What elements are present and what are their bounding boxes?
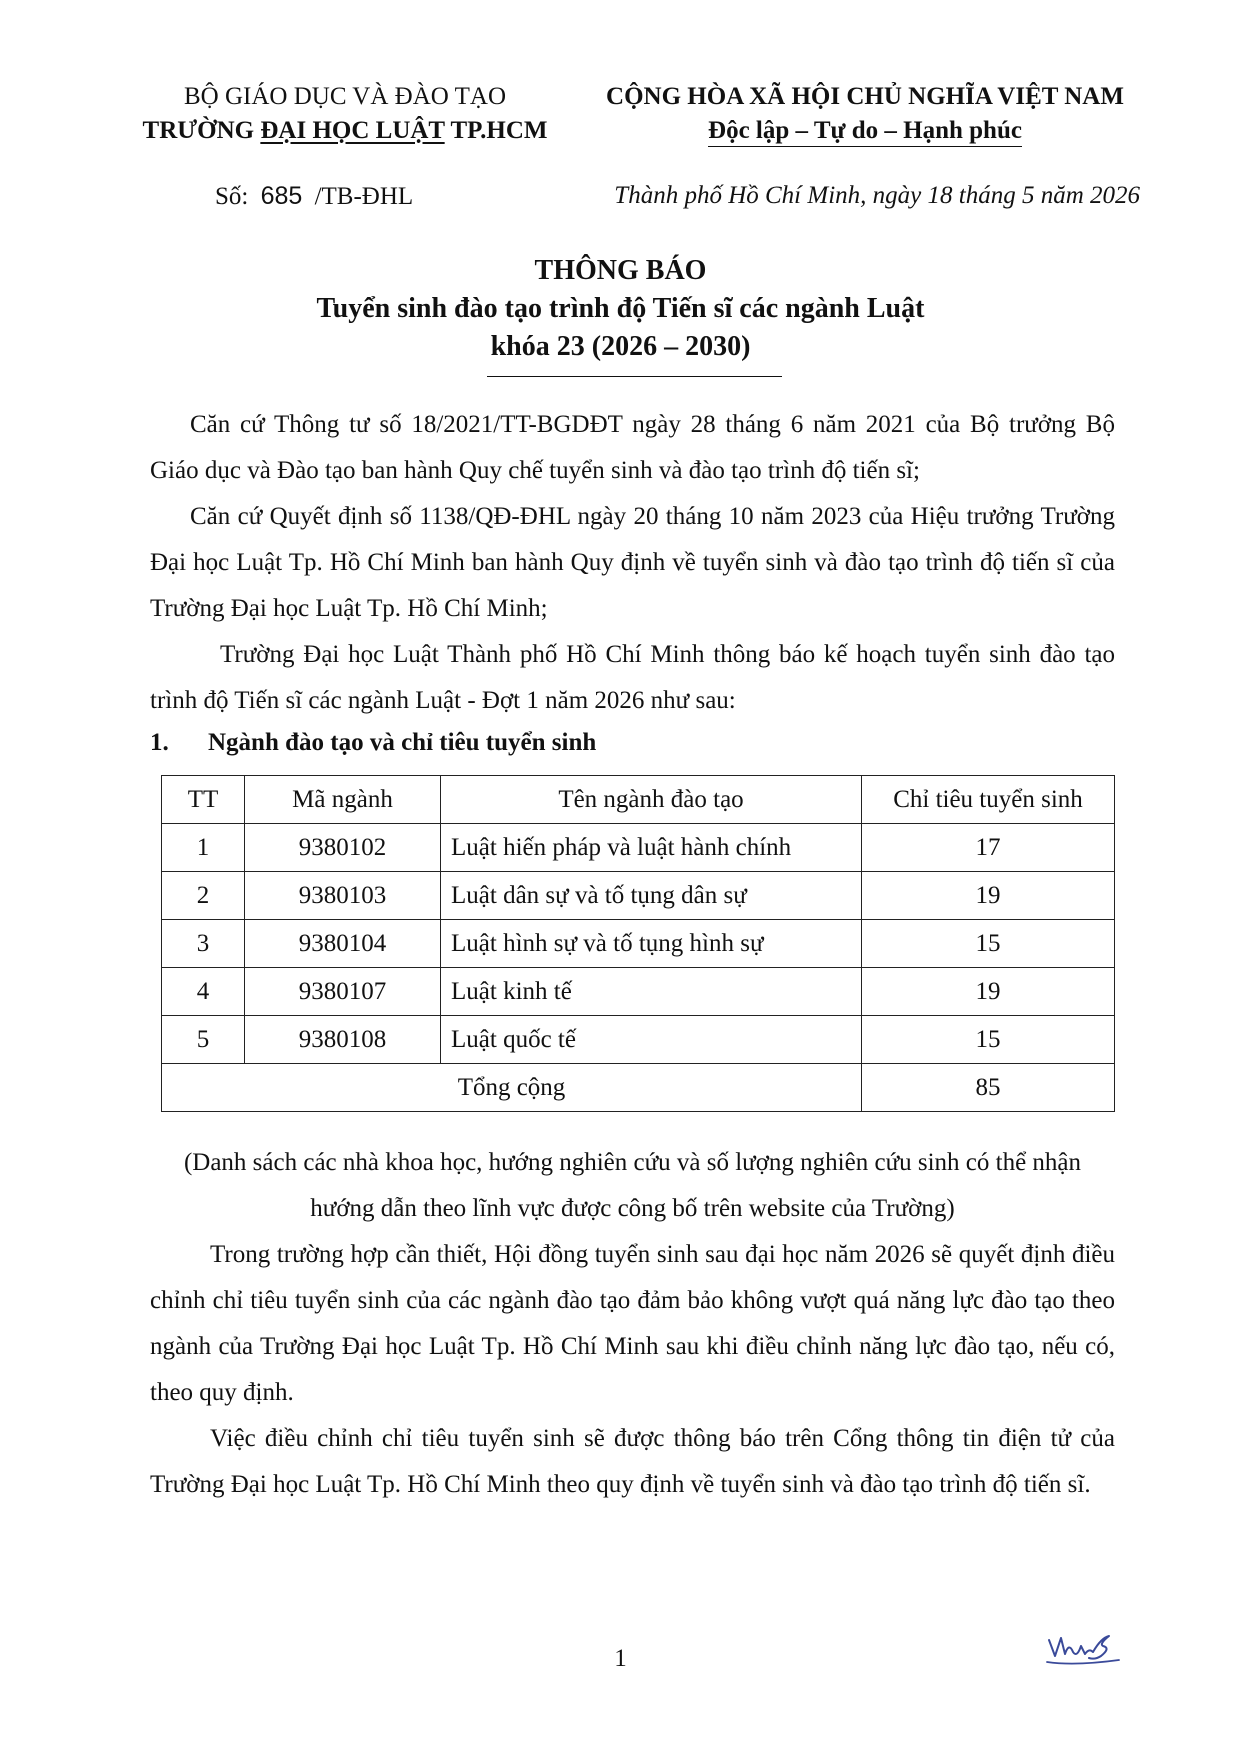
intro-paragraphs — [150, 402, 1115, 724]
school-underlined: ĐẠI HỌC LUẬT — [260, 117, 445, 144]
national-header — [585, 80, 1145, 148]
cell-major: Luật quốc tế — [441, 1016, 862, 1064]
title-line-2: Tuyển sinh đào tạo trình độ Tiến sĩ các ngành Luật — [316, 293, 925, 324]
table-row — [162, 968, 1115, 1016]
col-header-code: Mã ngành — [245, 776, 441, 824]
cell-code: 9380104 — [245, 920, 441, 968]
adjustment-paragraph: Trong trường hợp cần thiết, Hội đồng tuyển sinh sau đại học năm 2026 sẽ quyết định điều chỉnh chỉ tiêu tuyển sinh của các ngành đào tạo đảm bảo không vượt quá năng lực đào tạo theo ngành của Trường Đại học Luật Tp. Hồ Chí Minh sau khi điều chỉnh năng lực đào tạo, nếu có, theo quy định. — [150, 1241, 1115, 1406]
table-row — [162, 920, 1115, 968]
republic-name: CỘNG HÒA XÃ HỘI CHỦ NGHĨA VIỆT NAM — [606, 83, 1124, 110]
cell-tt: 4 — [162, 968, 245, 1016]
title-line-3: khóa 23 (2026 – 2030) — [490, 331, 751, 362]
cell-tt: 3 — [162, 920, 245, 968]
cell-quota: 15 — [862, 920, 1115, 968]
col-header-quota: Chỉ tiêu tuyển sinh — [862, 776, 1115, 824]
cell-quota: 19 — [862, 872, 1115, 920]
cell-quota: 19 — [862, 968, 1115, 1016]
cell-major: Luật hiến pháp và luật hành chính — [441, 824, 862, 872]
page-number: 1 — [614, 1645, 627, 1672]
school-name — [130, 114, 560, 148]
school-suffix: TP.HCM — [450, 117, 548, 144]
cell-major: Luật hình sự và tố tụng hình sự — [441, 920, 862, 968]
document-number-value: 685 — [260, 182, 303, 210]
legal-basis-2: Căn cứ Quyết định số 1138/QĐ-ĐHL ngày 20 tháng 10 năm 2023 của Hiệu trưởng Trường Đại học Luật Tp. Hồ Chí Minh ban hành Quy định về tuyển sinh và đào tạo trình độ tiến sĩ của Trường Đại học Luật Tp. Hồ Chí Minh; — [150, 503, 1115, 622]
cell-code: 9380102 — [245, 824, 441, 872]
cell-code: 9380107 — [245, 968, 441, 1016]
total-value: 85 — [862, 1064, 1115, 1112]
title-divider — [487, 376, 782, 377]
col-header-major: Tên ngành đào tạo — [441, 776, 862, 824]
title-line-1: THÔNG BÁO — [534, 255, 707, 286]
note-line-2: hướng dẫn theo lĩnh vực được công bố trên website của Trường) — [310, 1195, 955, 1222]
table-header-row — [162, 776, 1115, 824]
cell-quota: 15 — [862, 1016, 1115, 1064]
table-note — [150, 1140, 1115, 1232]
cell-major: Luật kinh tế — [441, 968, 862, 1016]
note-line-1: (Danh sách các nhà khoa học, hướng nghiên cứu và số lượng nghiên cứu sinh có thể nhận — [183, 1149, 1082, 1176]
announcement-paragraph: Việc điều chỉnh chỉ tiêu tuyển sinh sẽ được thông báo trên Cổng thông tin điện tử của Trường Đại học Luật Tp. Hồ Chí Minh theo quy định về tuyển sinh và đào tạo trình độ tiến sĩ. — [150, 1425, 1115, 1498]
document-number-suffix: /TB-ĐHL — [314, 183, 414, 210]
quota-table — [161, 775, 1115, 1112]
legal-basis-1: Căn cứ Thông tư số 18/2021/TT-BGDĐT ngày 28 tháng 6 năm 2021 của Bộ trưởng Bộ Giáo dục và Đào tạo ban hành Quy chế tuyển sinh và đào tạo trình độ tiến sĩ; — [150, 411, 1115, 484]
cell-tt: 1 — [162, 824, 245, 872]
issue-date: Thành phố Hồ Chí Minh, ngày 18 tháng 5 năm 2026 — [614, 182, 1140, 209]
table-row — [162, 872, 1115, 920]
table-total-row — [162, 1064, 1115, 1112]
col-header-tt: TT — [162, 776, 245, 824]
cell-major: Luật dân sự và tố tụng dân sự — [441, 872, 862, 920]
document-number — [215, 182, 413, 211]
cell-tt: 2 — [162, 872, 245, 920]
cell-code: 9380103 — [245, 872, 441, 920]
document-number-label: Số: — [215, 183, 249, 210]
ministry-name: BỘ GIÁO DỤC VÀ ĐÀO TẠO — [184, 83, 506, 110]
issuer-block — [130, 80, 560, 148]
section-1-heading — [150, 729, 596, 757]
body-paragraphs — [150, 1232, 1115, 1508]
national-motto: Độc lập – Tự do – Hạnh phúc — [708, 116, 1022, 147]
section-title: Ngành đào tạo và chỉ tiêu tuyển sinh — [208, 729, 597, 756]
document-title — [0, 252, 1241, 366]
announcement-intro: Trường Đại học Luật Thành phố Hồ Chí Minh thông báo kế hoạch tuyển sinh đào tạo trình độ Tiến sĩ các ngành Luật - Đợt 1 năm 2026 như sau: — [150, 641, 1115, 714]
school-prefix: TRƯỜNG — [142, 117, 255, 144]
section-number: 1. — [150, 729, 169, 756]
table-row — [162, 824, 1115, 872]
table-row — [162, 1016, 1115, 1064]
cell-quota: 17 — [862, 824, 1115, 872]
cell-code: 9380108 — [245, 1016, 441, 1064]
total-label: Tổng cộng — [162, 1064, 862, 1112]
cell-tt: 5 — [162, 1016, 245, 1064]
